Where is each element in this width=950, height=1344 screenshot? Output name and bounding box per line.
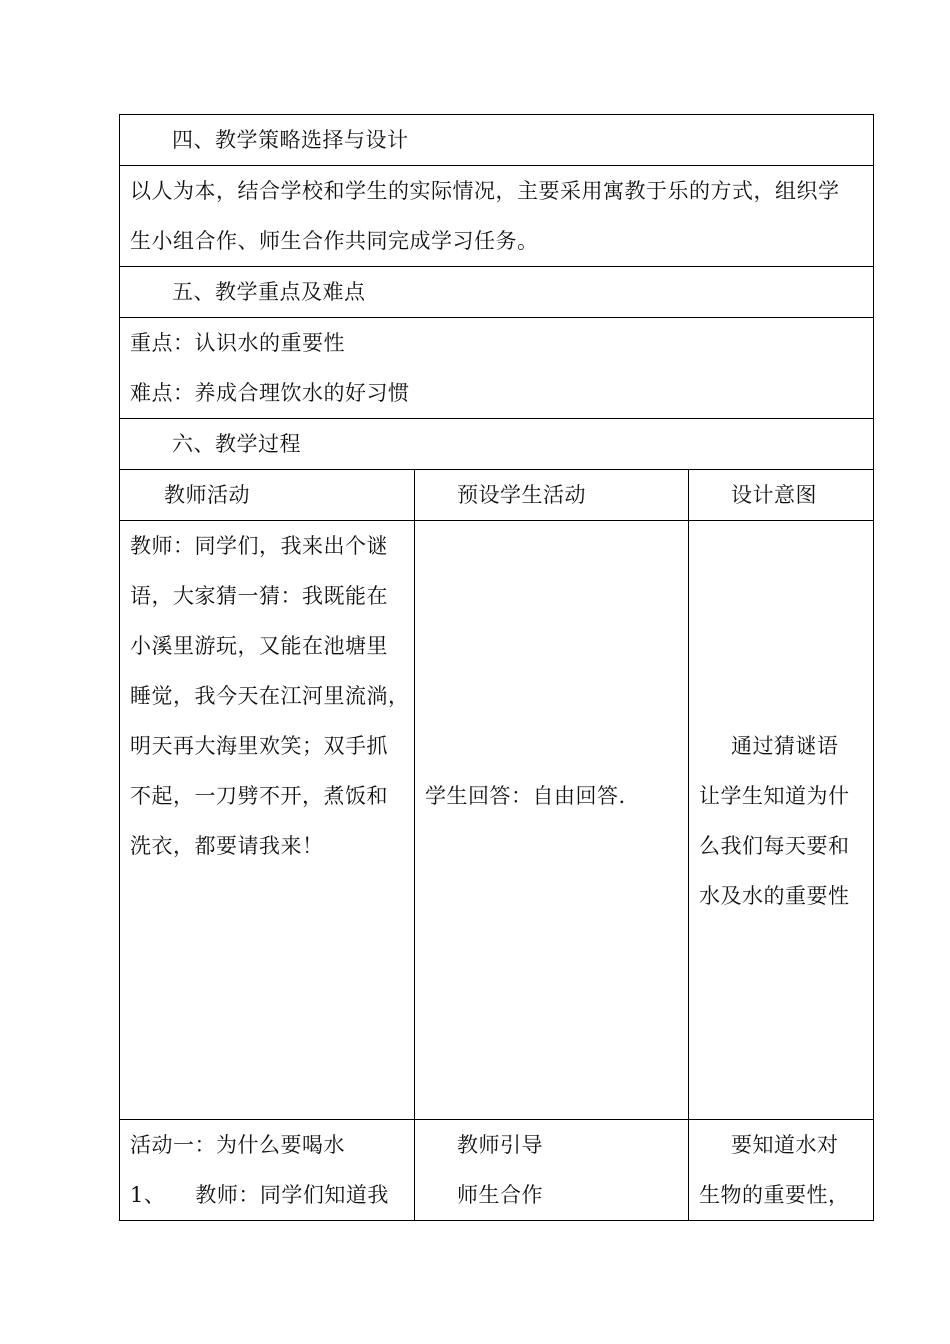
column-header-student: 预设学生活动 — [415, 470, 689, 521]
section5-content — [120, 318, 874, 419]
teacher-line: 教师：同学们，我来出个谜 — [130, 534, 388, 558]
difficult-point: 难点：养成合理饮水的好习惯 — [130, 381, 410, 405]
intent-line: 水及水的重要性 — [699, 884, 850, 908]
intent-line: 么我们每天要和 — [699, 834, 850, 858]
intent-line: 让学生知道为什 — [699, 784, 850, 808]
teacher-line: 睡觉，我今天在江河里流淌， — [130, 684, 410, 708]
item-text: 教师：同学们知道我 — [195, 1183, 389, 1207]
process-row-riddle — [120, 521, 874, 1120]
section4-line-2: 生小组合作、师生合作共同完成学习任务。 — [130, 229, 539, 253]
intent-line: 生物的重要性， — [699, 1183, 850, 1207]
teacher-activity-cell — [120, 521, 415, 1120]
student-line: 师生合作 — [457, 1183, 543, 1207]
intent-line: 要知道水对 — [731, 1133, 839, 1157]
teacher-line: 明天再大海里欢笑；双手抓 — [130, 734, 388, 758]
section6-heading-row — [120, 419, 874, 470]
section4-heading-row — [120, 115, 874, 166]
column-header-teacher: 教师活动 — [120, 470, 415, 521]
process-row-activity-one — [120, 1120, 874, 1221]
activity-title: 活动一：为什么要喝水 — [130, 1133, 345, 1157]
section5-content-row — [120, 318, 874, 419]
item-number: 1、 — [130, 1183, 166, 1207]
teacher-line: 小溪里游玩，又能在池塘里 — [130, 634, 388, 658]
key-point: 重点：认识水的重要性 — [130, 331, 345, 355]
student-line: 教师引导 — [457, 1133, 543, 1157]
design-intent-cell — [689, 521, 874, 1120]
student-answer: 学生回答：自由回答. — [425, 784, 626, 808]
section4-heading: 四、教学策略选择与设计 — [120, 115, 874, 166]
student-activity-cell — [415, 521, 689, 1120]
column-header-intent: 设计意图 — [689, 470, 874, 521]
section6-heading: 六、教学过程 — [120, 419, 874, 470]
teacher-line: 语，大家猜一猜：我既能在 — [130, 584, 388, 608]
section5-heading-row — [120, 267, 874, 318]
teacher-activity-cell — [120, 1120, 415, 1221]
section4-paragraph — [120, 166, 874, 267]
column-header-row — [120, 470, 874, 521]
spacer — [425, 521, 688, 771]
activity-item — [130, 1170, 414, 1220]
teacher-line: 洗衣，都要请我来！ — [130, 834, 324, 858]
student-activity-cell — [415, 1120, 689, 1221]
section4-content-row — [120, 166, 874, 267]
intent-line: 通过猜谜语 — [731, 734, 839, 758]
section5-heading: 五、教学重点及难点 — [120, 267, 874, 318]
teacher-line: 不起，一刀劈不开，煮饭和 — [130, 784, 388, 808]
spacer — [699, 521, 873, 721]
lesson-plan-table — [119, 114, 874, 1221]
design-intent-cell — [689, 1120, 874, 1221]
section4-line-1: 以人为本，结合学校和学生的实际情况，主要采用寓教于乐的方式，组织学 — [130, 179, 840, 203]
